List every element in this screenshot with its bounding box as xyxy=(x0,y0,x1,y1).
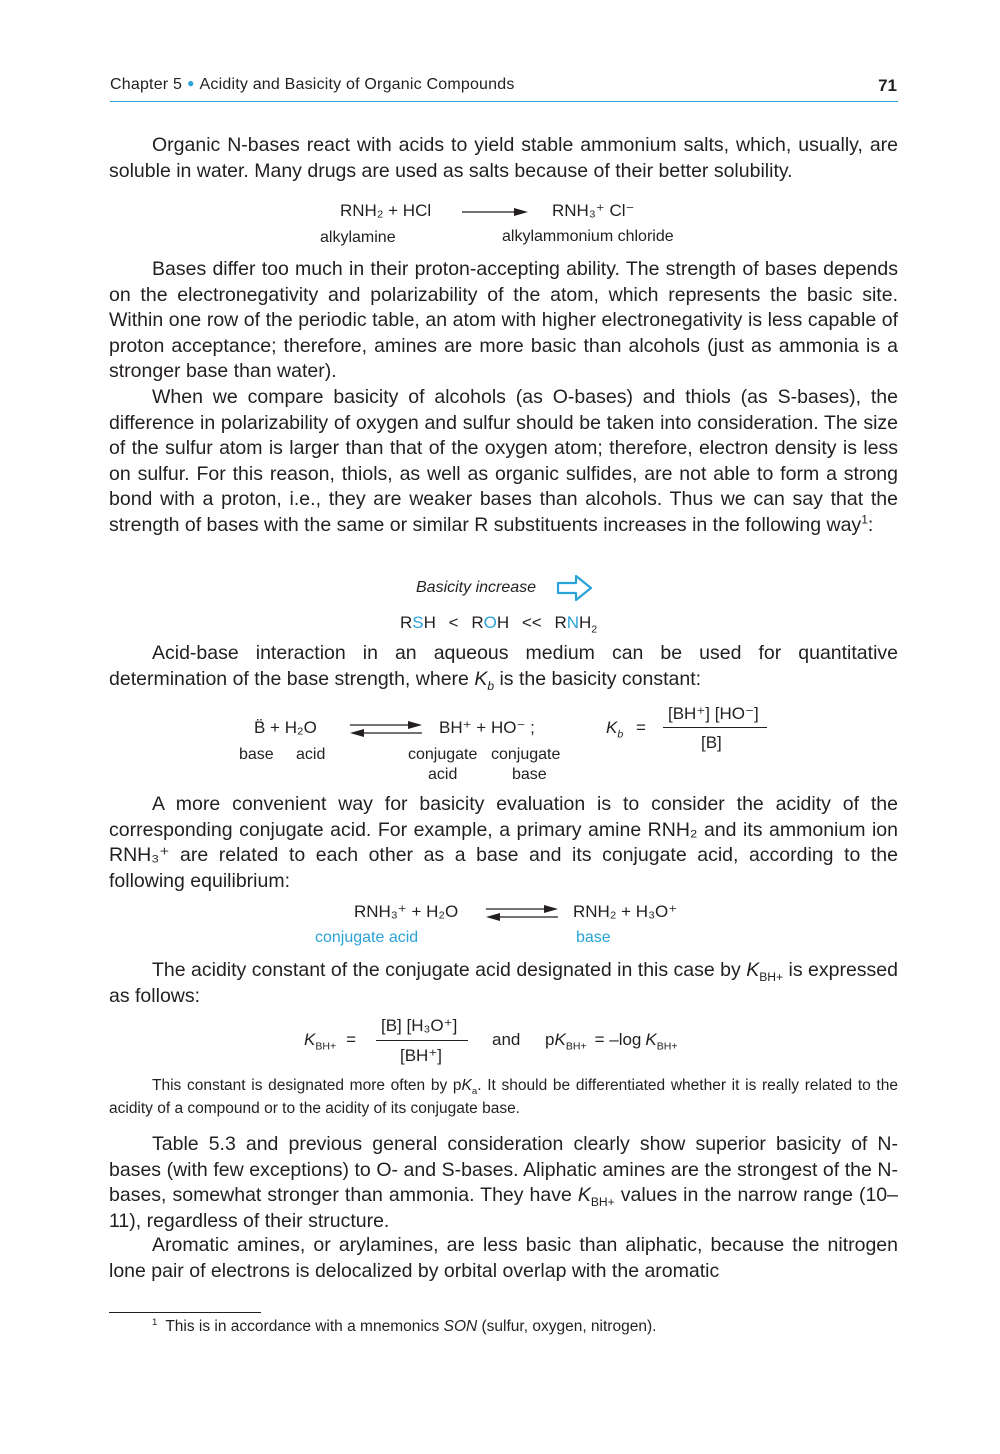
kbh-symbol: K xyxy=(746,959,760,981)
forward-arrow-icon xyxy=(462,206,528,218)
paragraph-1: Organic N-bases react with acids to yield stable ammonium salts, which, usually, are soluble in water. Many drugs are used as salts because of their better solubility. xyxy=(109,134,898,182)
paragraph-3 xyxy=(109,385,898,539)
paragraph-4-text-a: Acid-base interaction in an aqueous medium can be used for quantitative determination of the base strength, where xyxy=(109,642,898,690)
pk-equals-log: = –log xyxy=(594,1030,642,1049)
footnote-ref: 1 xyxy=(861,512,868,527)
kbh-definition xyxy=(304,1030,357,1053)
note-k: K xyxy=(461,1077,472,1094)
footnote-rule xyxy=(109,1312,261,1313)
basicity-series xyxy=(400,613,598,636)
label-acid: acid xyxy=(296,746,326,763)
pk-p: p xyxy=(545,1030,555,1049)
footnote-mnemonic: SON xyxy=(443,1318,478,1335)
pk-sub: BH+ xyxy=(565,1040,587,1053)
paragraph-7 xyxy=(109,1132,898,1234)
label-conjugate-acid: acid xyxy=(428,766,458,783)
kbh-symbol-2: K xyxy=(577,1184,591,1207)
chapter-label: Chapter 5 xyxy=(110,76,183,93)
kb-numerator: [BH⁺] [HO⁻] xyxy=(668,704,759,723)
paragraph-6-text-b: is expressed as follows: xyxy=(109,959,898,1007)
paragraph-2: Bases differ too much in their proton-accepting ability. The strength of bases depends on the electronegativity and polarizability of the atom, which represents the basic site. Within one row of the periodic table, an atom with higher electronegativity is less capable of proton acceptance; therefore, amines are more basic than alcohols (just as ammonia is a stronger base than water). xyxy=(109,258,898,383)
note-text-a: This constant is designated more often by p xyxy=(152,1077,462,1094)
eq1-label-product: alkylammonium chloride xyxy=(502,228,674,245)
equilibrium-arrow-2-icon xyxy=(484,902,560,924)
eq3-label-conjugate-acid: conjugate acid xyxy=(315,929,419,946)
paragraph-4-text-b: is the basicity constant: xyxy=(494,667,702,690)
label-conjugate-2: conjugate xyxy=(491,746,561,763)
kb-symbol: K xyxy=(474,667,488,690)
note-k-sub: a xyxy=(471,1086,478,1098)
paragraph-7-text-b: values in the narrow range (10–11), regardless of their structure. xyxy=(109,1184,898,1232)
eq1-products: RNH₃⁺ Cl⁻ xyxy=(552,201,635,220)
basicity-arrow-icon xyxy=(556,574,594,602)
pk-k: K xyxy=(554,1030,566,1049)
kbh-equals: = xyxy=(346,1030,357,1049)
kbh-label-sub: BH+ xyxy=(315,1040,337,1053)
eq4-and: and xyxy=(492,1030,521,1049)
label-conjugate-1: conjugate xyxy=(408,746,478,763)
eq2-right: BH⁺ + HO⁻ ; xyxy=(439,718,535,737)
basicity-label: Basicity increase xyxy=(416,579,537,596)
paragraph-8: Aromatic amines, or arylamines, are less basic than aliphatic, because the nitrogen lone pair of electrons is delocalized by orbital overlap with the aromatic xyxy=(109,1234,898,1282)
label-conjugate-base: base xyxy=(512,766,547,783)
paragraph-3-text: When we compare basicity of alcohols (as O-bases) and thiols (as S-bases), the difference in polarizability of oxygen and sulfur should be taken into consideration. The size of the sulfur atom is larger than that of the oxygen atom; therefore, electron density is less on sulfur. For this reason, thiols, as well as organic sulfides, are not able to form a strong bond with a proton, i.e., they are weaker bases than alcohols. Thus we can say that the strength of bases with the same or similar R substituents increases in the following way xyxy=(109,386,898,536)
kb-equals: = xyxy=(635,718,646,737)
page-number: 71 xyxy=(878,76,897,95)
eq1-label-alkylamine: alkylamine xyxy=(320,229,396,246)
series-rsh: RSH xyxy=(400,613,436,632)
header-rule xyxy=(110,101,898,102)
kb-label: K xyxy=(606,718,618,737)
kb-label-sub: b xyxy=(617,728,624,741)
chapter-title: Acidity and Basicity of Organic Compounds xyxy=(199,76,515,93)
kb-denominator: [B] xyxy=(701,733,722,752)
kbh-fraction-line xyxy=(376,1040,468,1041)
series-lt: < xyxy=(448,613,459,632)
paragraph-4 xyxy=(109,641,898,692)
kbh-subscript-2: BH+ xyxy=(590,1195,615,1210)
pk-k2: K xyxy=(645,1030,657,1049)
series-roh: ROH xyxy=(471,613,510,632)
label-base: base xyxy=(239,746,274,763)
series-rnh2: $RNH_2$ xyxy=(554,613,598,636)
paragraph-3-end: : xyxy=(867,513,874,536)
footnote-text-b: (sulfur, oxygen, nitrogen). xyxy=(477,1318,657,1335)
equilibrium-arrow-icon xyxy=(348,718,424,740)
note-paragraph xyxy=(109,1074,898,1120)
kb-subscript: b xyxy=(487,678,495,693)
eq3-label-base: base xyxy=(576,929,611,946)
pkbh-definition xyxy=(545,1030,678,1053)
kb-fraction-line xyxy=(663,727,767,728)
paragraph-5: A more convenient way for basicity evaluation is to consider the acidity of the corresponding conjugate acid. For example, a primary amine RNH₂ and its ammonium ion RNH₃⁺ are related to each other as a base and its conjugate acid, according to the following equilibrium: xyxy=(109,793,898,892)
eq3-left: RNH₃⁺ + H₂O xyxy=(354,902,459,921)
bullet-icon: ● xyxy=(187,76,195,90)
kbh-subscript: BH+ xyxy=(759,969,784,984)
kbh-denominator: [BH⁺] xyxy=(400,1046,443,1065)
kbh-label: K xyxy=(304,1030,316,1049)
paragraph-6-text-a: The acidity constant of the conjugate acid designated in this case by xyxy=(152,959,747,981)
running-header xyxy=(110,76,515,94)
kb-definition xyxy=(606,718,646,741)
series-llt: << xyxy=(521,613,542,632)
eq3-right: RNH₂ + H₃O⁺ xyxy=(573,902,678,921)
footnote-number: 1 xyxy=(152,1316,158,1328)
eq2-left: B̈ + H₂O xyxy=(254,718,317,737)
eq1-reactants: RNH₂ + HCl xyxy=(340,201,432,220)
footnote-text-a: This is in accordance with a mnemonics xyxy=(165,1318,444,1335)
note-text-b: . It should be differentiated whether it is really related to the acidity of a compound or to the acidity of its conjugate base. xyxy=(109,1077,898,1117)
kbh-numerator: [B] [H₃O⁺] xyxy=(381,1016,458,1035)
footnote xyxy=(152,1318,656,1336)
pk-sub2: BH+ xyxy=(656,1040,678,1053)
paragraph-7-text-a: Table 5.3 and previous general consideration clearly show superior basicity of N-bases (with few exceptions) to O- and S-bases. Aliphatic amines are the strongest of the N-bases, somewhat stronger than ammonia. They have xyxy=(109,1133,898,1207)
paragraph-6 xyxy=(109,958,898,1009)
